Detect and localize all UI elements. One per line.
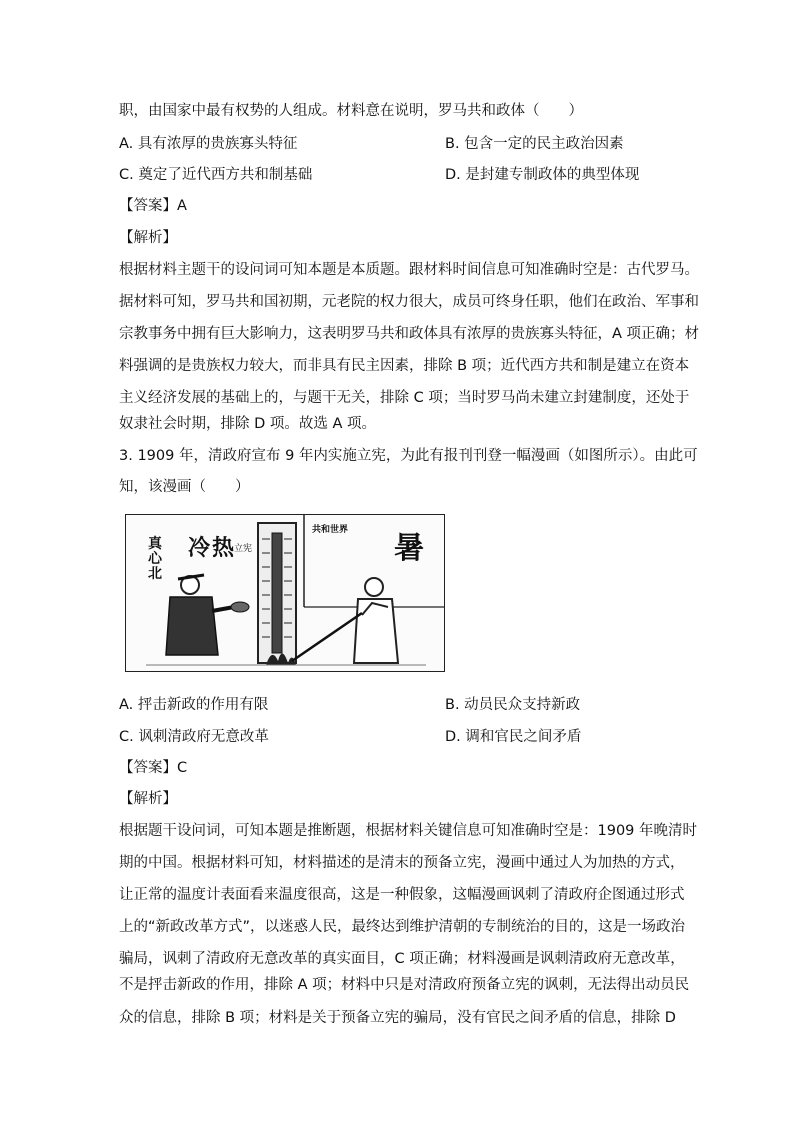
q2-analysis-line: 料强调的是贵族权力较大，而非具有民主因素，排除 B 项；近代西方共和制是建立在资本: [119, 358, 690, 374]
q3-stem-line: 3. 1909 年，清政府宣布 9 年内实施立宪，为此有报刊刊登一幅漫画（如图所示）。由此可: [119, 448, 698, 464]
q2-analysis-line: 主义经济发展的基础上的，与题干无关，排除 C 项；当时罗马尚未建立封建制度，还处于: [119, 390, 690, 406]
q3-option-d: D. 调和官民之间矛盾: [445, 729, 582, 745]
q3-analysis-line: 上的“新政改革方式”，以迷惑人民，最终达到维护清朝的专制统治的目的，这是一场政治: [119, 919, 686, 935]
q2-option-a: A. 具有浓厚的贵族寡头特征: [119, 136, 298, 152]
cartoon-small-text: 共和世界: [312, 525, 349, 535]
q2-analysis-line: 根据材料主题干的设问词可知本题是本质题。跟材料时间信息可知准确时空是：古代罗马。: [119, 262, 699, 278]
q3-analysis-line: 期的中国。根据材料可知，材料描述的是清末的预备立宪，漫画中通过人为加热的方式，: [119, 855, 685, 871]
cartoon-figure: [125, 514, 445, 672]
q2-analysis-line: 宗教事务中拥有巨大影响力，这表明罗马共和政体具有浓厚的贵族寡头特征，A 项正确；材: [119, 326, 700, 342]
q3-analysis-heading: 【解析】: [119, 791, 177, 807]
q3-analysis-line: 根据题干设问词，可知本题是推断题，根据材料关键信息可知准确时空是：1909 年晚清时: [119, 823, 698, 839]
q3-option-b: B. 动员民众支持新政: [445, 697, 581, 713]
q3-analysis-line: 不是抨击新政的作用，排除 A 项；材料中只是对清政府预备立宪的讽刺，无法得出动员民: [119, 977, 690, 993]
cartoon-caption-side: 真心北: [148, 536, 162, 582]
q3-analysis-line: 让正常的温度计表面看来温度很高，这是一种假象，这幅漫画讽刺了清政府企图通过形式: [119, 887, 685, 903]
cartoon-caption-cold-hot: 冷热: [188, 535, 237, 561]
q2-analysis-heading: 【解析】: [119, 230, 177, 246]
q3-analysis-line: 骗局，讽刺了清政府无意改革的真实面目，C 项正确；材料漫画是讽刺清政府无意改革，: [119, 951, 685, 967]
q2-option-d: D. 是封建专制政体的典型体现: [445, 167, 640, 183]
q2-analysis-line: 奴隶社会时期，排除 D 项。故选 A 项。: [119, 416, 377, 432]
q2-option-b: B. 包含一定的民主政治因素: [445, 136, 624, 152]
q3-option-a: A. 抨击新政的作用有限: [119, 697, 269, 713]
q2-option-c: C. 奠定了近代西方共和制基础: [119, 167, 313, 183]
q2-stem: 职，由国家中最有权势的人组成。材料意在说明，罗马共和政体（ ）: [119, 103, 583, 119]
q3-analysis-line: 众的信息，排除 B 项；材料是关于预备立宪的骗局，没有官民之间矛盾的信息，排除 D: [119, 1010, 676, 1026]
q3-option-c: C. 讽刺清政府无意改革: [119, 729, 269, 745]
cartoon-caption-right: 暑: [394, 531, 424, 566]
q3-answer: 【答案】C: [119, 760, 188, 776]
q3-stem-line: 知，该漫画（ ）: [119, 479, 250, 495]
q2-answer: 【答案】A: [119, 198, 187, 214]
cartoon-pole-label: 立宪: [234, 544, 253, 554]
q2-analysis-line: 据材料可知，罗马共和国初期，元老院的权力很大，成员可终身任职，他们在政治、军事和: [119, 294, 699, 310]
